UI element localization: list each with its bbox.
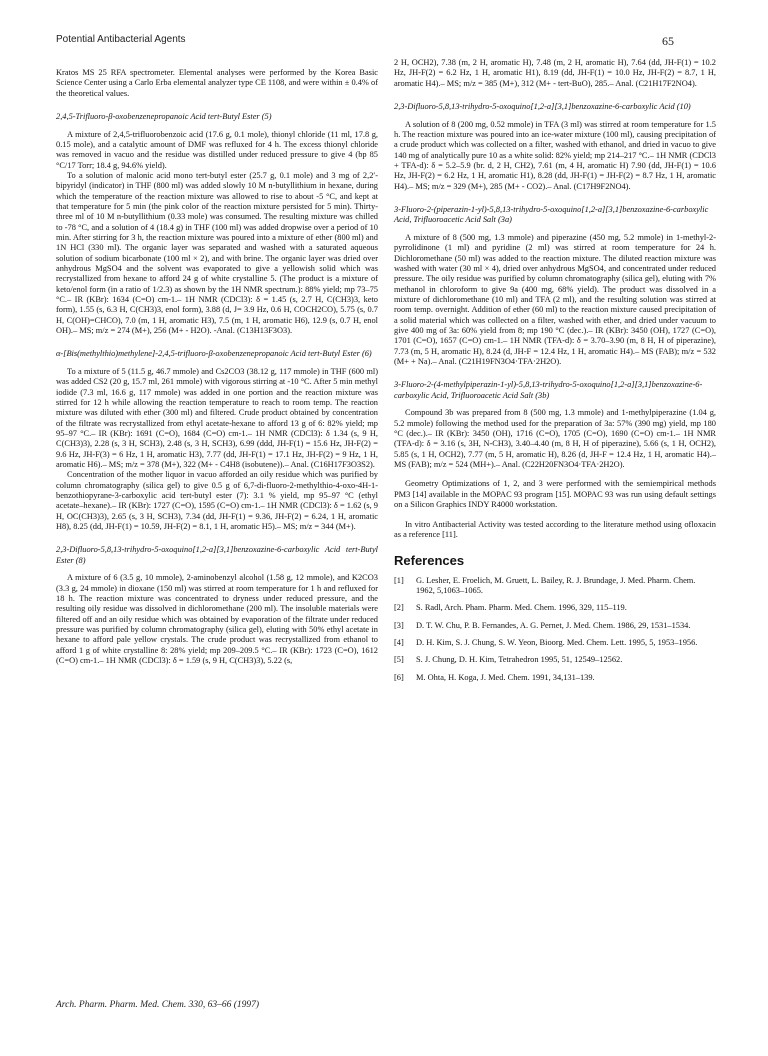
paragraph-5a: A mixture of 2,4,5-trifluorobenzoic acid (17.6 g, 0.1 mole), thionyl chloride (11 ml, 17.8 g, 0.15 mole), and a catalytic amount of DMF was refluxed for 4 h. The excess thionyl chloride was removed in vacuo and the residue was distilled under reduced pressure to give 4 (bp 85 °C/17 Torr; 18.4 g, 94.6% yield). [56,129,378,170]
reference-item: [1] G. Lesher, E. Froelich, M. Gruett, L. Bailey, R. J. Brundage, J. Med. Pharm. Chem. 1962, 5,1063–1065. [394,575,696,595]
heading-compound-8: 2,3-Difluoro-5,8,13-trihydro-5-oxoquino[1,2-a][3,1]benzoxazine-6-carboxylic Acid tert-Butyl Ester (8) [56,545,378,565]
reference-list [394,576,716,683]
heading-compound-10: 2,3-Difluoro-5,8,13-trihydro-5-oxoquino[1,2-a][3,1]benzoxazine-6-carboxylic Acid (10) [394,102,691,112]
paragraph-8-continued: 2 H, OCH2), 7.38 (m, 2 H, aromatic H), 7.48 (m, 2 H, aromatic H), 7.64 (dd, JH-F(1) = 10.2 Hz, JH-F(2) = 6.2 Hz, 1 H, aromatic H1), 8.19 (dd, JH-F(1) = 10.0 Hz, JH-F(2) = 8.7, 1 H, aromatic H4).– MS; m/z = 385 (M+), 312 (M+ - tert-BuO), 285.– Anal. (C21H17F2NO4). [394,58,716,88]
paragraph-3b: Compound 3b was prepared from 8 (500 mg, 1.3 mmole) and 1-methylpiperazine (1.04 g, 5.2 mmole) following the method used for the preparation of 3a: 57% (390 mg) yield, mp 180 °C (dec.).– IR (KBr): 3450 (OH), 1716 (C=O), 1705 (C=O), 1690 (C=O) cm-1.– 1H NMR (TFA-d): δ = 3.16 (s, 3H, N-CH3), 3.40–4.40 (m, 8 H, H of piperazine), 5.66 (s, 1 H, OCH2), 5.85 (s, 1 H, OCH2), 7.77 (m, 5 H, aromatic H), 8.26 (d, JH-F = 12.4 Hz, 1 H, aromatic H4).– MS (FAB); m/z = 524 (MH+).– Anal. (C22H20FN3O4·TFA·2H2O). [394,408,716,470]
heading-compound-6: α-[Bis(methylthio)methylene]-2,4,5-trifluoro-β-oxobenzenepropanoic Acid tert-Butyl Ester (6) [56,349,372,359]
page-number: 65 [662,34,674,48]
journal-citation-footer: Arch. Pharm. Pharm. Med. Chem. 330, 63–66 (1997) [56,1000,260,1010]
references-heading: References [394,553,465,569]
paragraph-8: A mixture of 6 (3.5 g, 10 mmole), 2-aminobenzyl alcohol (1.58 g, 12 mmole), and K2CO3 (3.3 g, 24 mmole) in dioxane (150 ml) was stirred at room temperature for 1 h and refluxed for 18 h. The reaction mixture was concentrated to dryness under reduced pressure, and the resulting oily residue was dissolved in dichloromethane (200 ml). The insoluble materials were filtered off and an oily residue which was obtained by evaporation of the filtrate under reduced pressure was purified by column chromatography (silica gel), eluting with 50% ethyl acetate in hexane to afford pale yellow crystals. The crude product was recrystallized from ethanol to afford 1 g of white crystalline 8: 28% yield; mp 209–209.5 °C.– IR (KBr): 1723 (C=O), 1612 (C=O) cm-1.– 1H NMR (CDCl3): δ = 1.59 (s, 9 H, C(CH3)3), 5.22 (s, [56,573,378,666]
paragraph-5b: To a solution of malonic acid mono tert-butyl ester (25.7 g, 0.1 mole) and 3 mg of 2,2′-bipyridyl (indicator) in THF (800 ml) was added slowly 10 M n-butyllithium in hexane, during which the temperature of the reaction mixture was allowed to rise to about -5 °C, and kept at that temperature for 5 min (the pink color of the reaction mixture persisted for 5 min). Thirty-three ml of 10 M n-butyllithium (0.33 mole) was consumed. The resulting mixture was chilled to -78 °C, and a solution of 4 (18.4 g) in THF (100 ml) was added dropwise over a period of 10 min. After stirring for 3 h, the reaction mixture was poured into a mixture of ether (800 ml) and 1N HCl (330 ml). The organic layer was separated and washed with a saturated aqueous solution of sodium bicarbonate (100 ml × 2), and with brine. The organic layer was dried over anhydrous MgSO4 and the solvent was evaporated to give a yellowish solid which was recrystallized from hexane to afford 24 g of white crystalline 5. (The product is a mixture of keto/enol form (in a ratio of 1/2.3) as shown by the 1H NMR spectrum.): 88% yield; mp 73–75 °C.– IR (KBr): 1634 (C=O) cm-1.– 1H NMR (CDCl3): δ = 1.45 (s, 2.7 H, C(CH3)3, keto form), 1.55 (s, 6.3 H, C(CH3)3, enol form), 3.88 (d, J= 3.9 Hz, 0.6 H, COCH2CO), 5.75 (s, 0.7 H, C(OH)=CHCO), 7.0 (m, 1 H, aromatic H3), 7.5 (m, 1 H, aromatic H6), 12.9 (s, 0.7 H, enol OH).– MS; m/z = 274 (M+), 256 (M+ - H2O). -Anal. (C13H13F3O3). [56,170,378,336]
heading-compound-3a: 3-Fluoro-2-(piperazin-1-yl)-5,8,13-trihydro-5-oxoquino[1,2-a][3,1]benzoxazine-6-carboxylic Acid, Trifluoroacetic Acid Salt (3a) [394,204,709,225]
reference-item: [6] M. Ohta, H. Koga, J. Med. Chem. 1991, 34,131–139. [394,672,595,682]
paragraph-6b: Concentration of the mother liquor in vacuo afforded an oily residue which was purified by column chromatography (silica gel) to give 0.5 g of 6,7-di-fluoro-2-methylthio-4-oxo-4H-1-benzothiopyrane-3-carboxylic acid tert-butyl ester (7): 3.1 % yield, mp 95–97 °C (ethyl acetate–hexane).– IR (KBr): 1727 (C=O), 1595 (C=O) cm-1.– 1H NMR (CDCl3): δ = 1.62 (s, 9 H, OC(CH3)3), 2.65 (s, 3 H, SCH3), 7.34 (dd, JH-F(1) = 9.36, JH-F(2) = 6.24, 1 H, aromatic H8), 8.25 (dd, JH-F(1) = 10.59, JH-F(2) = 8.1, 1 H, aromatic H5).– MS; m/z = 344 (M+). [56,470,378,532]
geometry-paragraph: Geometry Optimizations of 1, 2, and 3 were performed with the semiempirical methods PM3 [14] available in the MOPAC 93 program [15]. MOPAC 93 was run using default settings on a Silicon Graphics INDY R4000 workstation. [394,479,716,510]
heading-compound-5: 2,4,5-Trifluoro-β-oxobenzenepropanoic Acid tert-Butyl Ester (5) [56,112,272,122]
paragraph-6a: To a mixture of 5 (11.5 g, 46.7 mmole) and Cs2CO3 (38.12 g, 117 mmole) in THF (600 ml) was added CS2 (20 g, 15.7 ml, 261 mmole) with vigorous stirring at -10 °C. After 5 min methyl iodide (7.3 ml, 16.6 g, 117 mmole) was added in one portion and the reaction mixture was stirred for 12 h while allowing the reaction temperature to reach to room temp. The reaction mixture was diluted with ether (300 ml) and filtered. Crude product obtained by concentration of the filtrate was recrystallized from ethyl acetate-hexane to afford 13 g of 6: 82% yield; mp 95–97 °C.– IR (KBr): 1691 (C=O), 1684 (C=O) cm-1.– 1H NMR (CDCl3): δ 1.34 (s, 9 H, C(CH3)3), 2.28 (s, 3 H, SCH3), 2.48 (s, 3 H, SCH3), 6.99 (ddd, JH-F(1) = 15.6 Hz, JH-F(2) = 9.6 Hz, JH-F(3) = 6 Hz, 1 H, aromatic H3), 7.77 (dd, JH-F(1) = 17.1 Hz, JH-F(2) = 9 Hz, 1 H, aromatic H6).– MS; m/z = 378 (M+), 322 (M+ - C4H8 (isobutene)).– Anal. (C16H17F3O3S2). [56,366,378,469]
in-vitro-paragraph: In vitro Antibacterial Activity was tested according to the literature method using ofloxacin as a reference [11]. [394,519,716,539]
heading-compound-3b: 3-Fluoro-2-(4-methylpiperazin-1-yl)-5,8,13-trihydro-5-oxoquino[1,2-a][3,1]benzoxazine-6-carboxylic Acid, Trifluoroacetic Acid Salt (3b) [394,380,703,400]
reference-item: [5] S. J. Chung, D. H. Kim, Tetrahedron 1995, 51, 12549–12562. [394,655,623,665]
reference-item: [4] D. H. Kim, S. J. Chung, S. W. Yeon, Bioorg. Med. Chem. Lett. 1995, 5, 1953–1956. [394,637,698,647]
reference-item: [2] S. Radl, Arch. Pham. Pharm. Med. Chem. 1996, 329, 115–119. [394,603,627,613]
intro-paragraph: Kratos MS 25 RFA spectrometer. Elemental analyses were performed by the Korea Basic Science Center using a Carlo Erba elemental analyzer type CE 1108, and were within ± 0.4% of the theoretical values. [56,68,378,98]
reference-item: [3] D. T. W. Chu, P. B. Fernandes, A. G. Pernet, J. Med. Chem. 1986, 29, 1531–1534. [394,620,691,630]
right-column [394,58,716,690]
left-column [56,68,378,667]
paragraph-3a: A mixture of 8 (500 mg, 1.3 mmole) and piperazine (450 mg, 5.2 mmole) in 1-methyl-2-pyrrolidinone (1 ml) and pyridine (2 ml) was stirred at room temperature for 24 h. Dichloromethane (50 ml) was added to the reaction mixture. The diluted reaction mixture was washed with water (30 ml × 4), dried over anhydrous MgSO4, and concentrated under reduced pressure. The oily residue was purified by column chromatography (silica gel), eluting with 7% methanol in chloroform to give 9a (400 mg, 68% yield). The product was dissolved in a mixture of dichloromethane (10 ml) and TFA (2 ml), and the resulting solution was stirred at room temp. overnight. Addition of ether (60 ml) to the reaction mixture caused precipitation of a solid material which was collected on a filter, washed with ether, and dried under vacuum to give 400 mg of 3a: 60% yield from 8; mp 190 °C (dec.).– IR (KBr): 3450 (OH), 1727 (C=O), 1701 (C=O), 1657 (C=O) cm-1.– 1H NMR (TFA-d): δ = 3.70–3.90 (m, 8 H, H of piperazine), 7.73 (m, 5 H, aromatic H), 8.24 (d, JH-F = 12.4 Hz, 1 H, aromatic H4).– MS (FAB); m/z = 532 (M+ + Na).– Anal. (C21H19FN3O4·TFA·2H2O). [394,232,716,367]
running-title: Potential Antibacterial Agents [56,34,186,45]
paragraph-10: A solution of 8 (200 mg, 0.52 mmole) in TFA (3 ml) was stirred at room temperature for 1.5 h. The reaction mixture was poured into an ice-water mixture (100 ml), causing precipitation of a crude product which was collected on a filter, washed with ethanol, and dried in vacuo to give 140 mg of analytically pure 10 as a white solid: 82% yield; mp 214–217 °C.– 1H NMR (CDCl3 + TFA-d): δ = 5.2–5.9 (br. d, 2 H, CH2), 7.61 (m, 4 H, aromatic H) 7.90 (dd, JH-F(1) = 10.6 Hz, JH-F(2) = 6.2 Hz, 1 H, aromatic H1), 8.28 (dd, JH-F(1) = JH-F(2) = 8.7 Hz, 1 H, aromatic H4).– MS; m/z = 329 (M+), 285 (M+ - CO2).– Anal. (C17H9F2NO4). [394,119,716,191]
